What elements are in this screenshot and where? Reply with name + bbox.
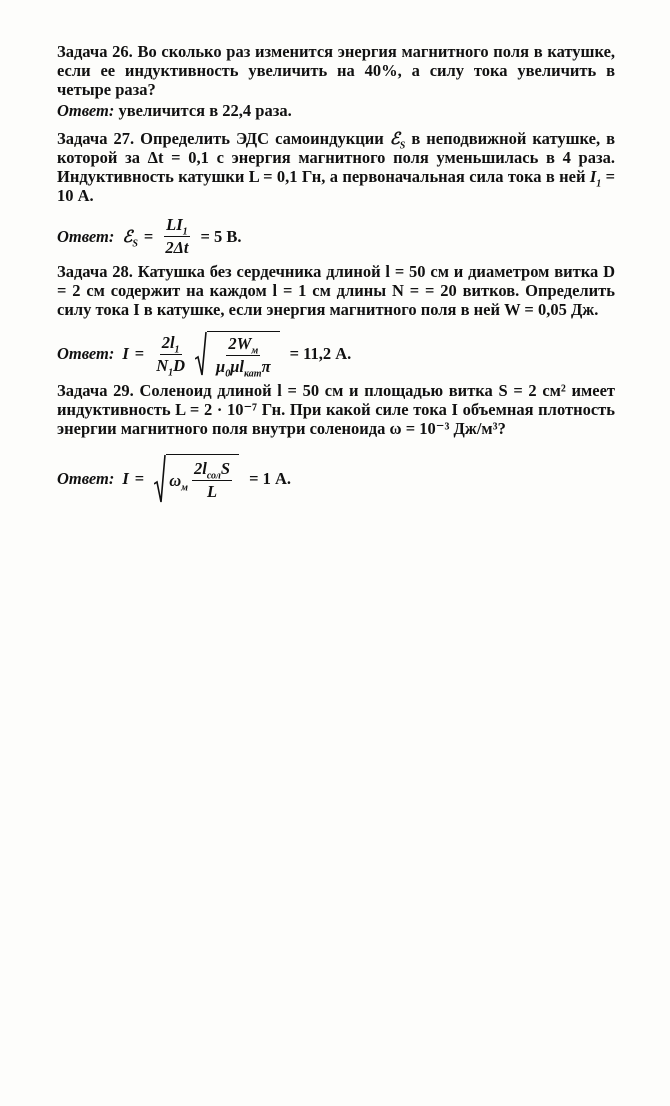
answer-label: Ответ: xyxy=(57,101,115,120)
task-28-answer-result: = 11,2 А. xyxy=(289,344,352,363)
task-28-answer: Ответ: I = $\frac{2l_1}{N_1D}$ $\frac{2W_м}{\mu_0\mu l_{кат}\pi}$ = 11,2 А. xyxy=(57,332,352,380)
task-27-answer: Ответ: ℰ$_S$ = $\frac{LI_1}{2\Delta t}$ = 5 В. xyxy=(57,215,242,257)
answer-label: Ответ: xyxy=(57,344,115,363)
task-26-text: Во сколько раз изменится энергия магнитного поля в катушке, если ее индуктивность увеличить на 40%, а силу тока увеличить в четыре раза? xyxy=(57,42,616,99)
task-27-answer-result: = 5 В. xyxy=(200,226,242,246)
sqrt-symbol: $\frac{2W_м}{\mu_0\mu l_{кат}\pi}$ xyxy=(195,331,280,377)
task-26-label: Задача 26. xyxy=(57,42,133,61)
task-27 xyxy=(57,129,615,205)
task-26-answer xyxy=(57,101,615,121)
current-symbol: $I_1$ xyxy=(589,167,602,190)
sqrt-symbol: $\omega_м$ $\frac{2l_{сол}S}{L}$ xyxy=(154,454,239,504)
task-29-text: Соленоид длиной l = 50 см и площадью витка S = 2 см² имеет индуктивность L = 2 · 10⁻⁷ Гн. При какой силе тока I объемная плотность энергии магнитного поля внутри соленоида ω = 10⁻³ Дж/м³? xyxy=(57,381,616,438)
fraction-denominator: 2Δt xyxy=(165,238,189,257)
answer-label: Ответ: xyxy=(57,226,115,246)
answer-label: Ответ: xyxy=(57,469,115,488)
emf-symbol: ℰ$_S$ xyxy=(122,226,138,249)
task-29-answer-result: = 1 А. xyxy=(249,469,292,488)
task-29-answer: Ответ: I = $\omega_м$ $\frac{2l_{сол}S}{L}$ = 1 А. xyxy=(57,454,615,504)
fraction: $\frac{2l_1}{N_1D}$ xyxy=(156,332,186,378)
emf-symbol: ℰ$_S$ xyxy=(389,129,406,152)
fraction-numerator: $LI_1$ xyxy=(166,215,188,238)
task-28-label: Задача 28. xyxy=(57,262,133,281)
task-27-text-end: = 10 А. xyxy=(57,167,616,205)
task-29-label: Задача 29. xyxy=(57,381,134,400)
task-28-text: Катушка без сердечника длиной l = 50 см и диаметром витка D = 2 см содержит на каждом l = 1 см длины N = = 20 витков. Определить силу тока I в катушке, если энергия магнитного поля в ней W = 0,05 Дж. xyxy=(57,262,616,319)
fraction xyxy=(163,215,190,258)
task-26 xyxy=(57,42,615,99)
task-26-answer-text: увеличится в 22,4 раза. xyxy=(118,101,292,120)
task-27-text-before: Определить ЭДС самоиндукции xyxy=(140,129,384,148)
task-27-text-after: в неподвижной катушке, в которой за Δt = 0,1 с энергия магнитного поля уменьшилась в 4 раза. Индуктивность катушки L = 0,1 Гн, а первоначальная сила тока в ней xyxy=(57,129,616,186)
task-29 xyxy=(57,381,615,438)
task-28 xyxy=(57,262,615,319)
task-27-label: Задача 27. xyxy=(57,129,135,148)
